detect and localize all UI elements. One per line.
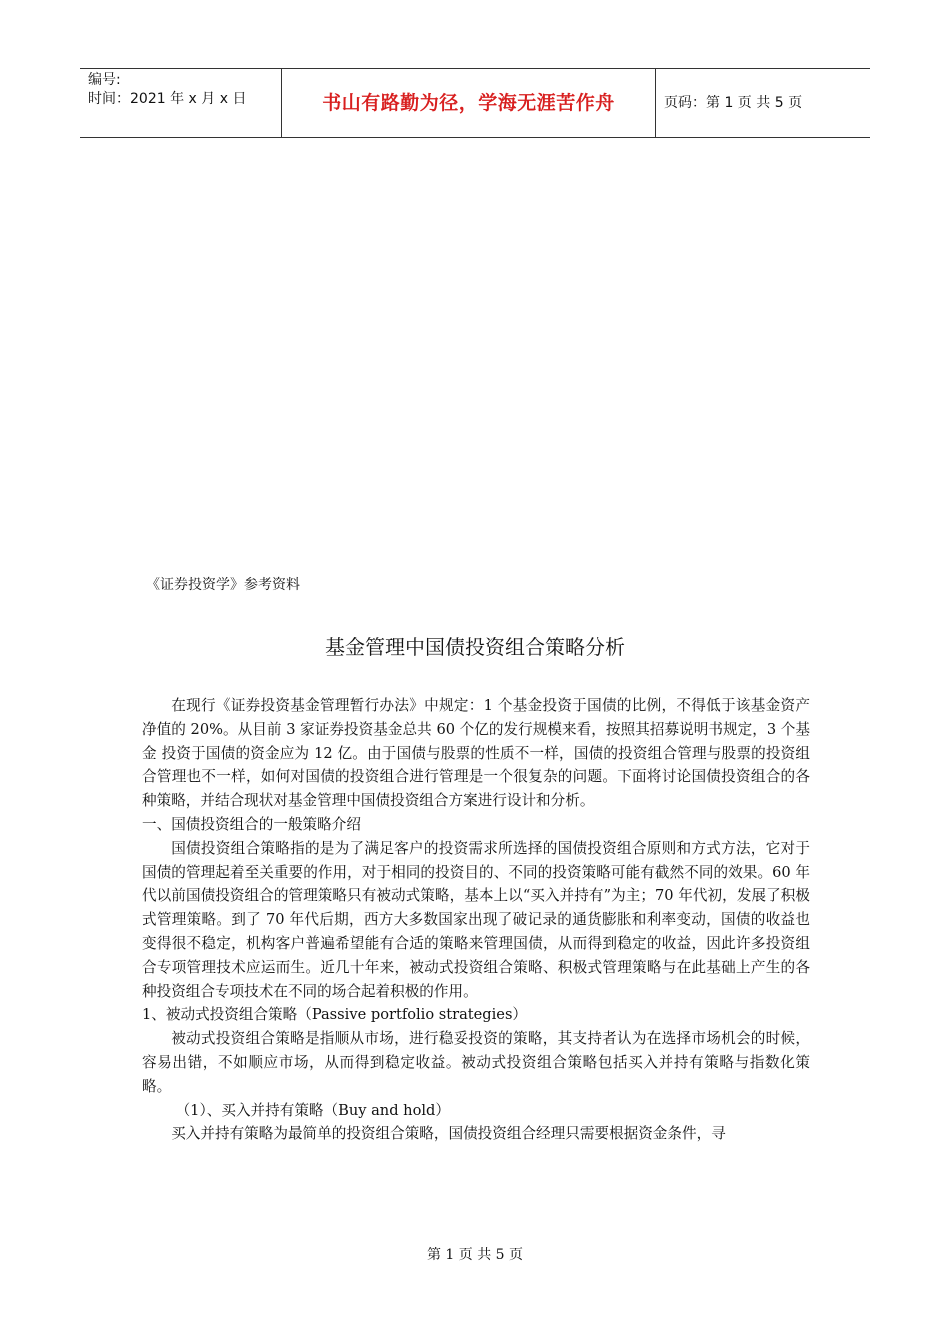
- paragraph-buy-hold: 买入并持有策略为最简单的投资组合策略，国债投资组合经理只需要根据资金条件，寻: [171, 1125, 726, 1143]
- paragraph-passive: 被动式投资组合策略是指顺从市场，进行稳妥投资的策略，其支持者认为在选择市场机会的时候，容易出错，不如顺应市场，从而得到稳定收益。被动式投资组合策略包括买入并持有策略与指数化策略。: [142, 1030, 810, 1095]
- page-footer: 第 1 页 共 5 页: [426, 1247, 524, 1263]
- header-right-cell: [656, 69, 870, 137]
- document-title: 基金管理中国债投资组合策略分析: [325, 635, 625, 659]
- paragraph-intro: 在现行《证券投资基金管理暂行办法》中规定：1 个基金投资于国债的比例，不得低于该基金资产净值的 20%。从目前 3 家证券投资基金总共 60 个亿的发行规模来看，按照其招募说明书规定，3 个基金 投资于国债的资金应为 12 亿。由于国债与股票的性质不一样，国债的投资组合管理与股票的投资组合管理也不一样，如何对国债的投资组合进行管理是一个很复杂的问题。下面将讨论国债投资组合的各种策略，并结合现状对基金管理中国债投资组合方案进行设计和分析。: [142, 697, 810, 810]
- number-label: 编号:: [88, 72, 121, 88]
- header-table: [80, 68, 870, 138]
- date-line: 时间：2021 年 x 月 x 日: [88, 91, 247, 107]
- source-note: 《证券投资学》参考资料: [146, 577, 300, 593]
- subsection-heading-buy-hold: （1）、买入并持有策略（Buy and hold）: [175, 1101, 450, 1119]
- header-left-cell: [80, 69, 282, 137]
- document-body: [142, 694, 810, 1146]
- subsection-heading-passive: 1、被动式投资组合策略（Passive portfolio strategies）: [142, 1006, 528, 1024]
- motto-text: 书山有路勤为径，学海无涯苦作舟: [322, 92, 615, 114]
- section-heading-1: 一、国债投资组合的一般策略介绍: [142, 815, 361, 833]
- paragraph-strategy-overview: 国债投资组合策略指的是为了满足客户的投资需求所选择的国债投资组合原则和方式方法，它对于国债的管理起着至关重要的作用，对于相同的投资目的、不同的投资策略可能有截然不同的效果。60 年代以前国债投资组合的管理策略只有被动式策略，基本上以“买入并持有”为主；70 年代初，发展了积极式管理策略。到了 70 年代后期，西方大多数国家出现了破记录的通货膨胀和利率变动，国债的收益也变得很不稳定，机构客户普遍希望能有合适的策略来管理国债，从而得到稳定的收益，因此许多投资组合专项管理技术应运而生。近几十年来，被动式投资组合策略、积极式管理策略与在此基础上产生的各种投资组合专项技术在不同的场合起着积极的作用。: [142, 839, 810, 1000]
- page-info: 页码：第 1 页 共 5 页: [664, 95, 803, 111]
- header-center-cell: [282, 69, 656, 137]
